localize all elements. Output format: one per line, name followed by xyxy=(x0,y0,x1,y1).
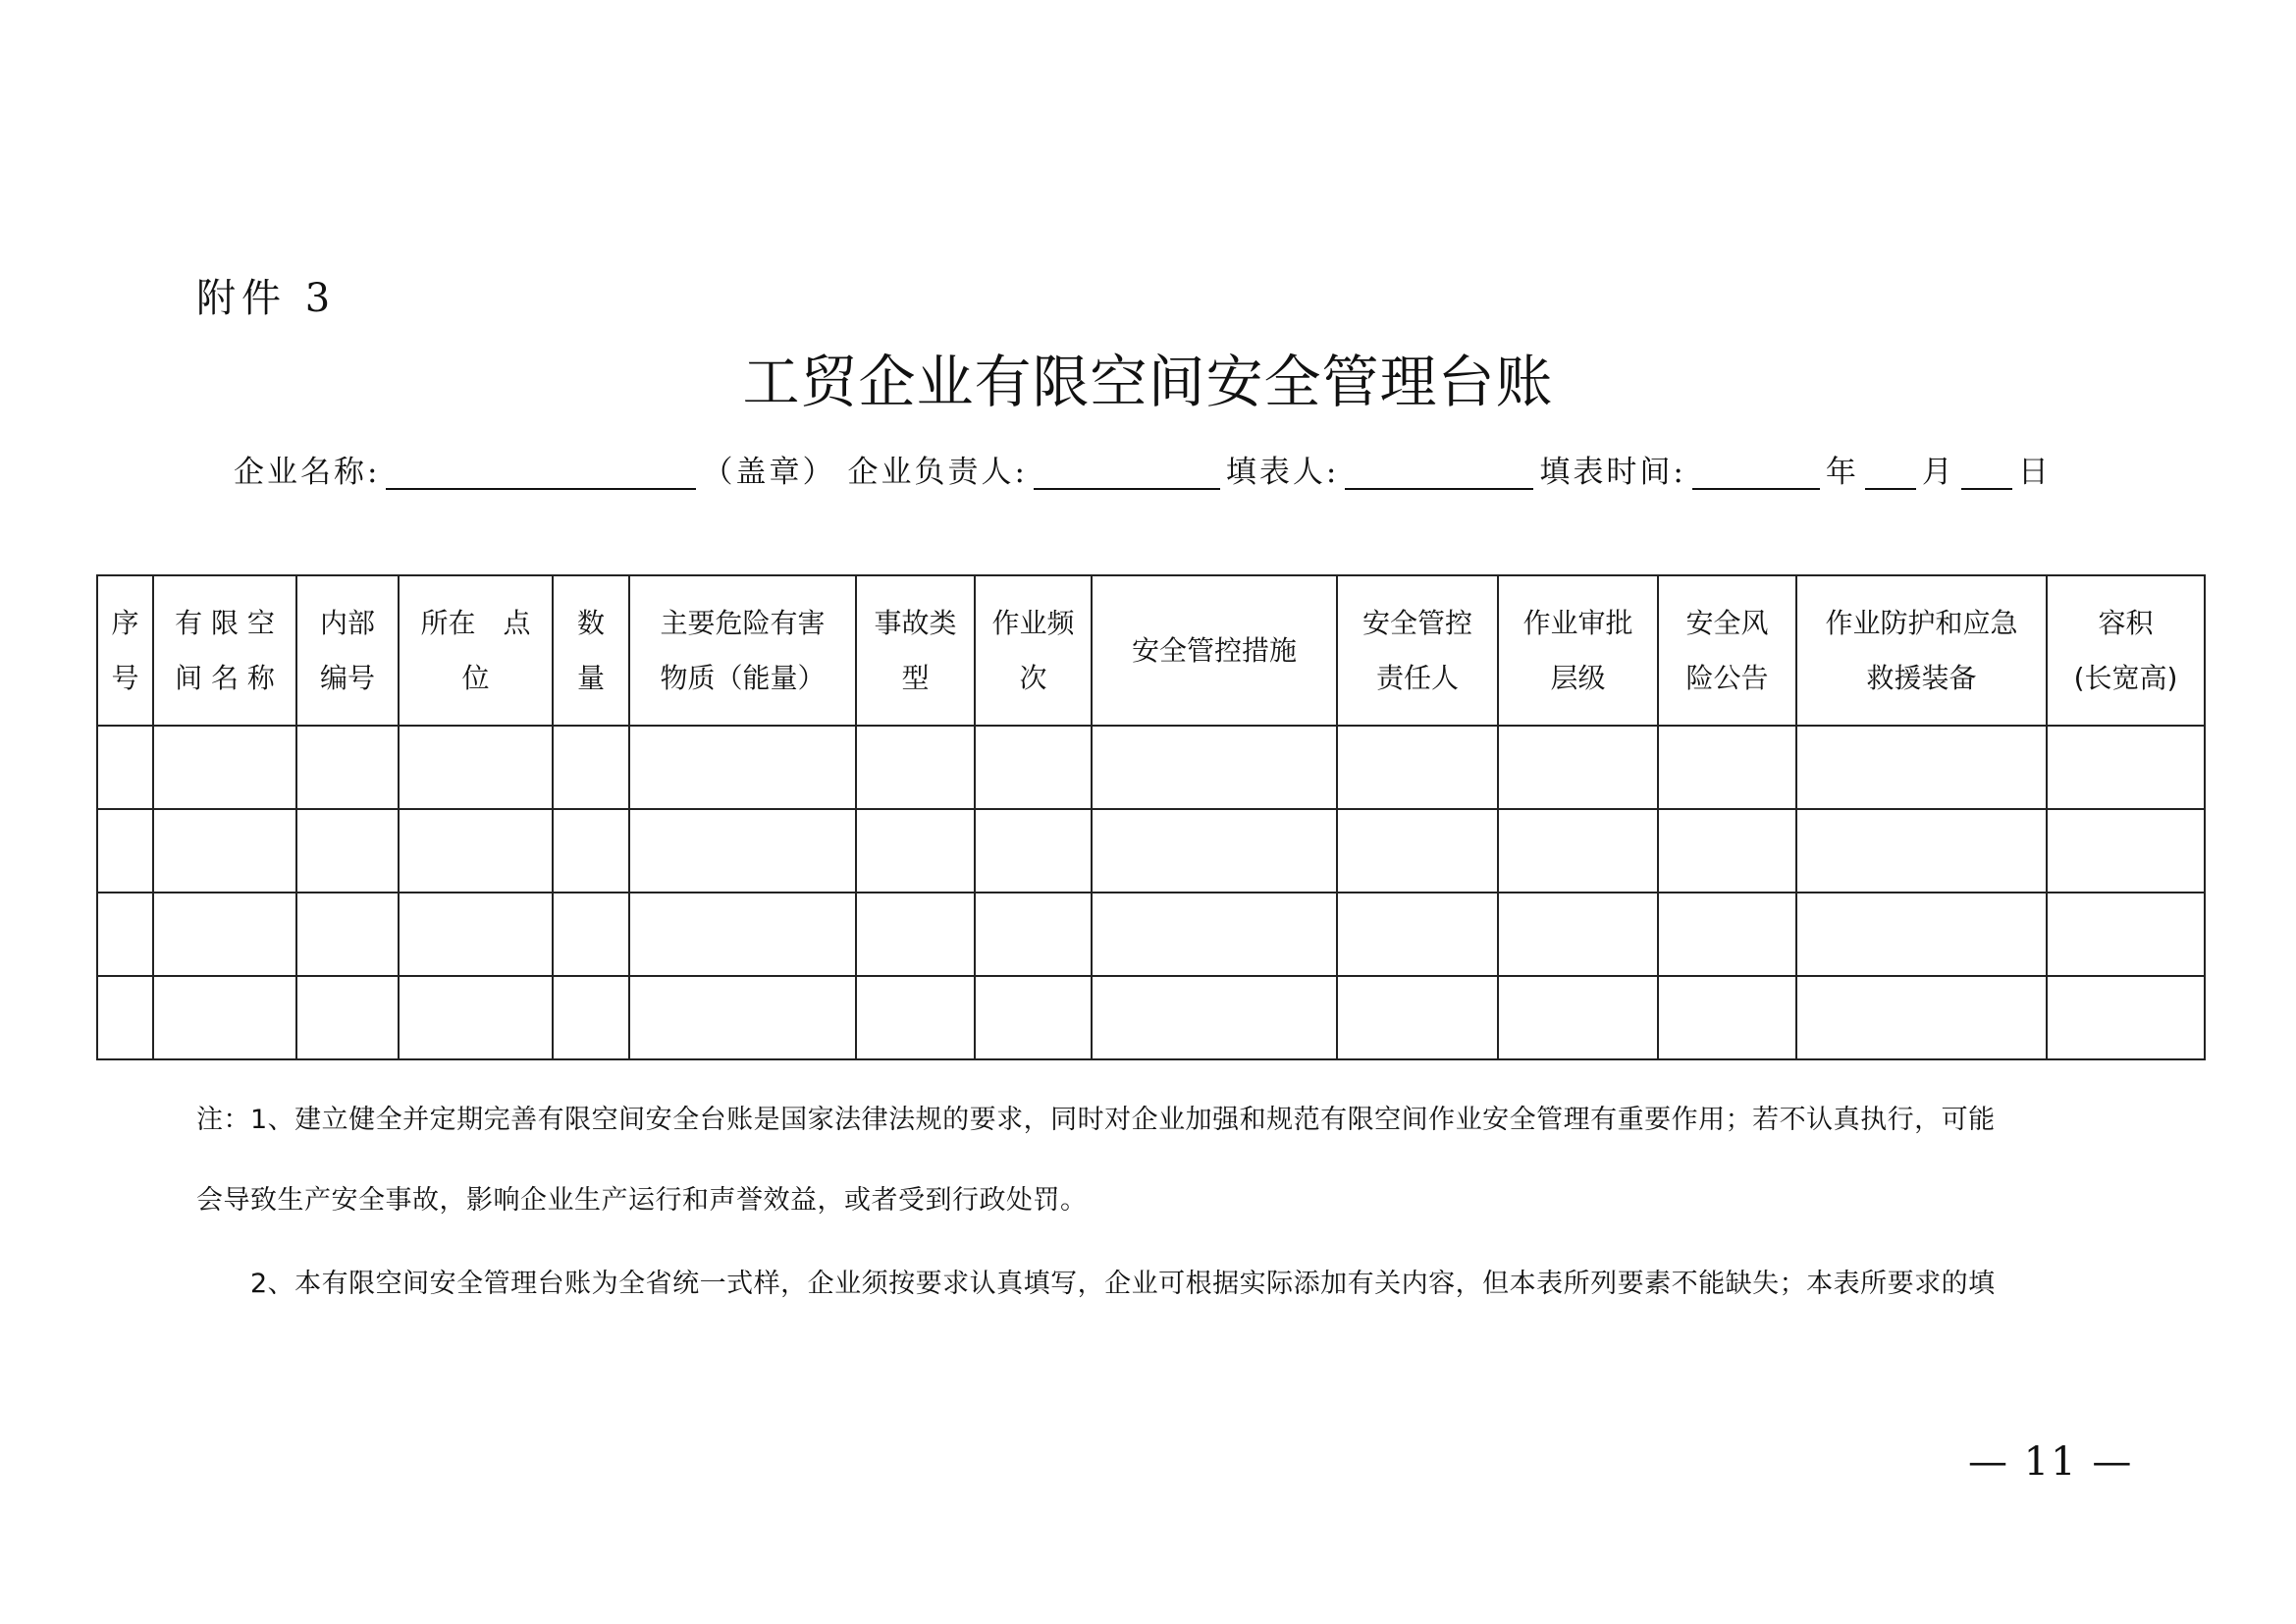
table-cell[interactable] xyxy=(1498,809,1658,893)
header-row xyxy=(97,575,2205,726)
table-cell[interactable] xyxy=(553,893,629,976)
header-approval-level: 作业审批 层级 xyxy=(1498,575,1658,726)
table-cell[interactable] xyxy=(975,893,1092,976)
table-row xyxy=(97,726,2205,809)
table-cell[interactable] xyxy=(97,726,153,809)
table-cell[interactable] xyxy=(975,809,1092,893)
table-cell[interactable] xyxy=(153,726,296,809)
header-accident-type: 事故类 型 xyxy=(856,575,975,726)
table-cell[interactable] xyxy=(975,726,1092,809)
header-responsible-person: 安全管控 责任人 xyxy=(1337,575,1498,726)
leader-label: 企业负责人: xyxy=(847,455,1028,490)
table-cell[interactable] xyxy=(856,726,975,809)
table-cell[interactable] xyxy=(1337,809,1498,893)
table-cell[interactable] xyxy=(153,893,296,976)
table-cell[interactable] xyxy=(1796,726,2047,809)
table-cell[interactable] xyxy=(399,976,553,1059)
table-cell[interactable] xyxy=(629,726,856,809)
table-cell[interactable] xyxy=(399,893,553,976)
table-cell[interactable] xyxy=(296,809,399,893)
header-location: 所在 点 位 xyxy=(399,575,553,726)
note-2: 2、本有限空间安全管理台账为全省统一式样，企业须按要求认真填写，企业可根据实际添加有关内容，但本表所列要素不能缺失；本表所要求的填 xyxy=(250,1269,1996,1299)
table-cell[interactable] xyxy=(1498,726,1658,809)
table-cell[interactable] xyxy=(1796,976,2047,1059)
table-cell[interactable] xyxy=(1337,893,1498,976)
table-cell[interactable] xyxy=(2047,976,2205,1059)
table-cell[interactable] xyxy=(1658,893,1796,976)
table-cell[interactable] xyxy=(97,893,153,976)
table-cell[interactable] xyxy=(629,893,856,976)
table-cell[interactable] xyxy=(1337,976,1498,1059)
table-cell[interactable] xyxy=(1092,726,1337,809)
table-cell[interactable] xyxy=(399,809,553,893)
table-cell[interactable] xyxy=(153,976,296,1059)
header-control-measures: 安全管控措施 xyxy=(1092,575,1337,726)
table-cell[interactable] xyxy=(629,976,856,1059)
table-cell[interactable] xyxy=(1092,809,1337,893)
day-label: 日 xyxy=(2017,455,2052,490)
month-blank[interactable] xyxy=(1865,453,1916,490)
table-cell[interactable] xyxy=(1498,976,1658,1059)
table-cell[interactable] xyxy=(629,809,856,893)
table-cell[interactable] xyxy=(97,976,153,1059)
table-cell[interactable] xyxy=(97,809,153,893)
table-cell[interactable] xyxy=(296,726,399,809)
filler-blank[interactable] xyxy=(1345,453,1533,490)
company-name-blank[interactable] xyxy=(386,453,696,490)
header-risk-notice: 安全风 险公告 xyxy=(1658,575,1796,726)
ledger-header xyxy=(97,575,2205,726)
year-blank[interactable] xyxy=(1692,453,1820,490)
table-cell[interactable] xyxy=(1337,726,1498,809)
header-work-frequency: 作业频 次 xyxy=(975,575,1092,726)
ledger-body xyxy=(97,726,2205,1059)
table-row xyxy=(97,976,2205,1059)
table-cell[interactable] xyxy=(553,809,629,893)
table-cell[interactable] xyxy=(399,726,553,809)
table-cell[interactable] xyxy=(975,976,1092,1059)
header-quantity: 数 量 xyxy=(553,575,629,726)
table-cell[interactable] xyxy=(1796,893,2047,976)
page-number: — 11 — xyxy=(1968,1439,2134,1485)
month-label: 月 xyxy=(1921,455,1955,490)
year-label: 年 xyxy=(1825,455,1859,490)
note-1-line-2: 会导致生产安全事故，影响企业生产运行和声誉效益，或者受到行政处罚。 xyxy=(196,1185,1088,1216)
header-serial-no: 序 号 xyxy=(97,575,153,726)
table-cell[interactable] xyxy=(1092,893,1337,976)
company-name-label: 企业名称: xyxy=(234,455,381,490)
ledger-table xyxy=(96,574,2206,1060)
table-cell[interactable] xyxy=(2047,893,2205,976)
fill-time-label: 填表时间: xyxy=(1539,455,1686,490)
table-cell[interactable] xyxy=(856,976,975,1059)
table-cell[interactable] xyxy=(296,976,399,1059)
header-hazardous-substances: 主要危险有害 物质（能量） xyxy=(629,575,856,726)
document-title: 工贸企业有限空间安全管理台账 xyxy=(742,349,1554,415)
table-cell[interactable] xyxy=(1658,976,1796,1059)
header-protection-equipment: 作业防护和应急 救援装备 xyxy=(1796,575,2047,726)
leader-blank[interactable] xyxy=(1034,453,1220,490)
table-cell[interactable] xyxy=(1658,809,1796,893)
filler-label: 填表人: xyxy=(1225,455,1340,490)
seal-label: （盖章） xyxy=(702,455,836,490)
table-cell[interactable] xyxy=(1092,976,1337,1059)
table-cell[interactable] xyxy=(856,809,975,893)
header-internal-code: 内部 编号 xyxy=(296,575,399,726)
table-cell[interactable] xyxy=(1658,726,1796,809)
table-row xyxy=(97,809,2205,893)
info-line xyxy=(234,447,2052,490)
day-blank[interactable] xyxy=(1961,453,2012,490)
table-cell[interactable] xyxy=(553,976,629,1059)
table-cell[interactable] xyxy=(153,809,296,893)
table-cell[interactable] xyxy=(856,893,975,976)
note-1-line-1: 注：1、建立健全并定期完善有限空间安全台账是国家法律法规的要求，同时对企业加强和规范有限空间作业安全管理有重要作用；若不认真执行，可能 xyxy=(196,1105,1996,1135)
attachment-label: 附件 3 xyxy=(196,276,337,321)
table-cell[interactable] xyxy=(1796,809,2047,893)
header-space-name: 有 限 空 间 名 称 xyxy=(153,575,296,726)
table-cell[interactable] xyxy=(553,726,629,809)
table-cell[interactable] xyxy=(1498,893,1658,976)
table-cell[interactable] xyxy=(296,893,399,976)
table-row xyxy=(97,893,2205,976)
table-cell[interactable] xyxy=(2047,726,2205,809)
header-volume: 容积 (长宽高) xyxy=(2047,575,2205,726)
table-cell[interactable] xyxy=(2047,809,2205,893)
